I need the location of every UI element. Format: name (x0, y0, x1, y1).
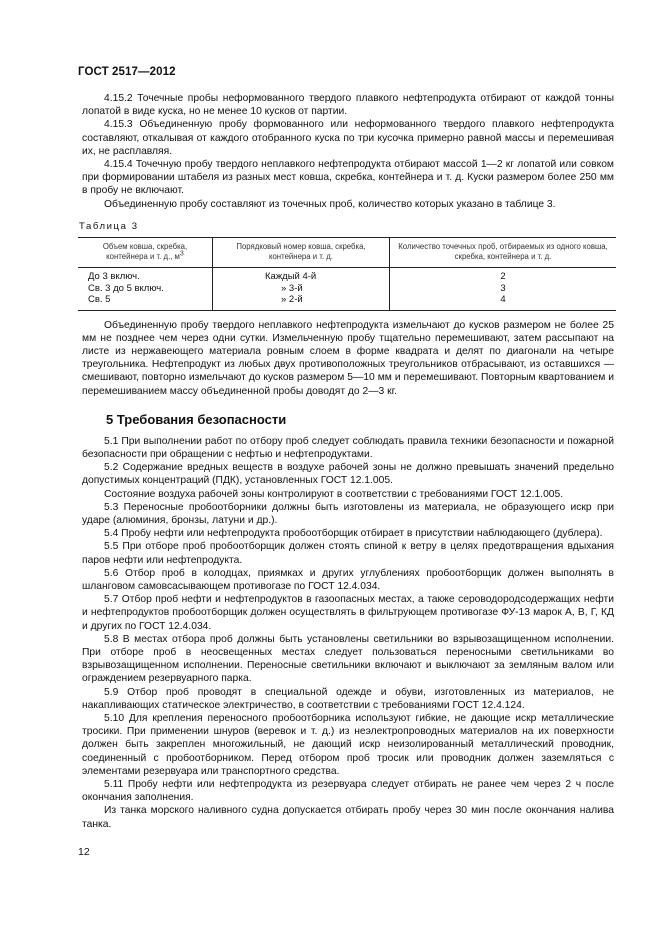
table-row (78, 268, 616, 311)
count-value: 3 (500, 282, 506, 294)
paragraph-5-11: 5.11 Пробу нефти или нефтепродукта из резервуара следует отбирать не ранее чем через 2 ч после окончания заполнения. (82, 779, 614, 804)
header-count: Количество точечных проб, отбираемых из одного ковша, скребка, контейнера и т. д. (390, 238, 617, 268)
paragraph-5-3: 5.3 Переносные пробоотборники должны быть изготовлены из материала, не образующего искр при ударе (алюминия, бронзы, латуни и др.). (82, 501, 614, 526)
order-value: » 2-й (281, 294, 303, 306)
paragraph-quartering: Объединенную пробу твердого неплавкого нефтепродукта измельчают до кусков размером не более 25 мм не позднее чем через одни сутки. Измельченную пробу тщательно перемешивают, затем рассыпают на листе из нержавеющего материала ровным слоем в форме квадрата и делят по диагонали на четыре треугольника. Нефтепродукт из любых двух противоположных треугольников отбрасывают, из оставшихся — смешивают, повторно измельчают до кусков размером 5—10 мм и перемешивают. Повторным квартованием и перемешиванием массу объединенной пробы доводят до 2—3 кг. (82, 319, 614, 397)
paragraph-5-6: 5.6 Отбор проб в колодцах, приямках и других углублениях пробоотборщик должен выполнять в шланговом самовсасывающем противогазе по ГОСТ 12.4.034. (82, 567, 614, 592)
page-number: 12 (78, 846, 90, 858)
table-header-row (78, 238, 616, 268)
paragraph-5-2: 5.2 Содержание вредных веществ в воздухе рабочей зоны не должно превышать значений предельно допустимых концентраций (ПДК), установленных ГОСТ 12.1.005. (82, 462, 614, 487)
document-header: ГОСТ 2517—2012 (78, 66, 176, 78)
count-cell (390, 268, 617, 311)
paragraph-5-7: 5.7 Отбор проб нефти и нефтепродуктов в газоопасных местах, а также сероводородсодержащих нефти и нефтепродуктов пробоотборщик должен осуществлять в фильтрующем противогазе ФУ-13 марок А, В, Г, КД и других по ГОСТ 12.4.034. (82, 594, 614, 632)
header-volume-text: Объем ковша, скребка, контейнера и т. д., м (102, 242, 188, 262)
paragraph-5-8: 5.8 В местах отбора проб должны быть установлены светильники во взрывозащищенном исполнении. При отборе проб в неосвещенных местах следует пользоваться переносными светильниками во взрывозащищенном исполнении. Переносные светильники включают и выключают за земляным валом или ограждением резервуарного парка. (82, 633, 614, 685)
paragraph-4-15-2: 4.15.2 Точечные пробы неформованного твердого плавкого нефтепродукта отбирают от каждой тонны лопатой в виде куска, но не менее 10 кусков от партии. (82, 93, 614, 118)
header-order: Порядковый номер ковша, скребка, контейнера и т. д. (213, 238, 390, 268)
paragraph-4-15-4: 4.15.4 Точечную пробу твердого неплавкого нефтепродукта отбирают массой 1—2 кг лопатой или совком при формировании штабеля из разных мест ковша, скребка, контейнера и т. д. Куски размером более 250 мм в пробу не включают. (82, 159, 614, 197)
table-caption: Таблица 3 (79, 220, 139, 232)
order-value: » 3-й (281, 282, 303, 294)
paragraph-5-5: 5.5 При отборе проб пробоотборщик должен стоять спиной к ветру в целях предотвращения вдыхания паров нефти или нефтепродукта. (82, 541, 614, 566)
page-content (79, 92, 614, 831)
paragraph-4-15-3: 4.15.3 Объединенную пробу формованного или неформованного твердого плавкого нефтепродукта составляют, откалывая от каждого отобранного куска по три кусочка примерно равной массы и перемешивая их, не расплавляя. (82, 119, 614, 157)
paragraph-tanker: Из танка морского наливного судна допускается отбирать пробу через 30 мин после окончания налива танка. (82, 805, 614, 830)
volume-cell (78, 268, 213, 311)
volume-value: Св. 3 до 5 включ. (88, 282, 164, 294)
paragraph-5-10: 5.10 Для крепления переносного пробоотборника используют гибкие, не дающие искр металлические тросики. При применении шнуров (веревок и т. д.) из неэлектропроводных материалов на их поверхности должен быть закреплен многожильный, не дающий искр неизолированный металлический проводник, соединенный с пробоотборником. Перед отбором проб тросик или проводник должен заземляться с элементами резервуара или транспортного средства. (82, 713, 614, 777)
count-value: 4 (500, 294, 506, 306)
table-3 (78, 237, 616, 311)
section-title: 5 Требования безопасности (106, 411, 287, 427)
volume-value: До 3 включ. (88, 271, 140, 283)
paragraph-5-1: 5.1 При выполнении работ по отбору проб следует соблюдать правила техники безопасности и пожарной безопасности при обращении с нефтью и нефтепродуктами. (82, 435, 614, 460)
paragraph-5-4: 5.4 Пробу нефти или нефтепродукта пробоотборщик отбирает в присутствии наблюдающего (дублера). (104, 528, 603, 540)
order-cell (213, 268, 390, 311)
paragraph-air-control: Состояние воздуха рабочей зоны контролируют в соответствии с требованиями ГОСТ 12.1.005. (104, 488, 564, 500)
paragraph-5-9: 5.9 Отбор проб проводят в специальной одежде и обуви, изготовленных из материалов, не накапливающих статическое электричество, в соответствии с требованиями ГОСТ 12.4.124. (82, 686, 614, 711)
header-volume (78, 238, 213, 268)
header-volume-unit-sup: 3 (179, 250, 184, 258)
count-value: 2 (500, 271, 506, 283)
volume-value: Св. 5 (88, 294, 111, 306)
paragraph-table-reference: Объединенную пробу составляют из точечных проб, количество которых указано в таблице 3. (104, 198, 556, 210)
order-value: Каждый 4-й (265, 271, 317, 283)
